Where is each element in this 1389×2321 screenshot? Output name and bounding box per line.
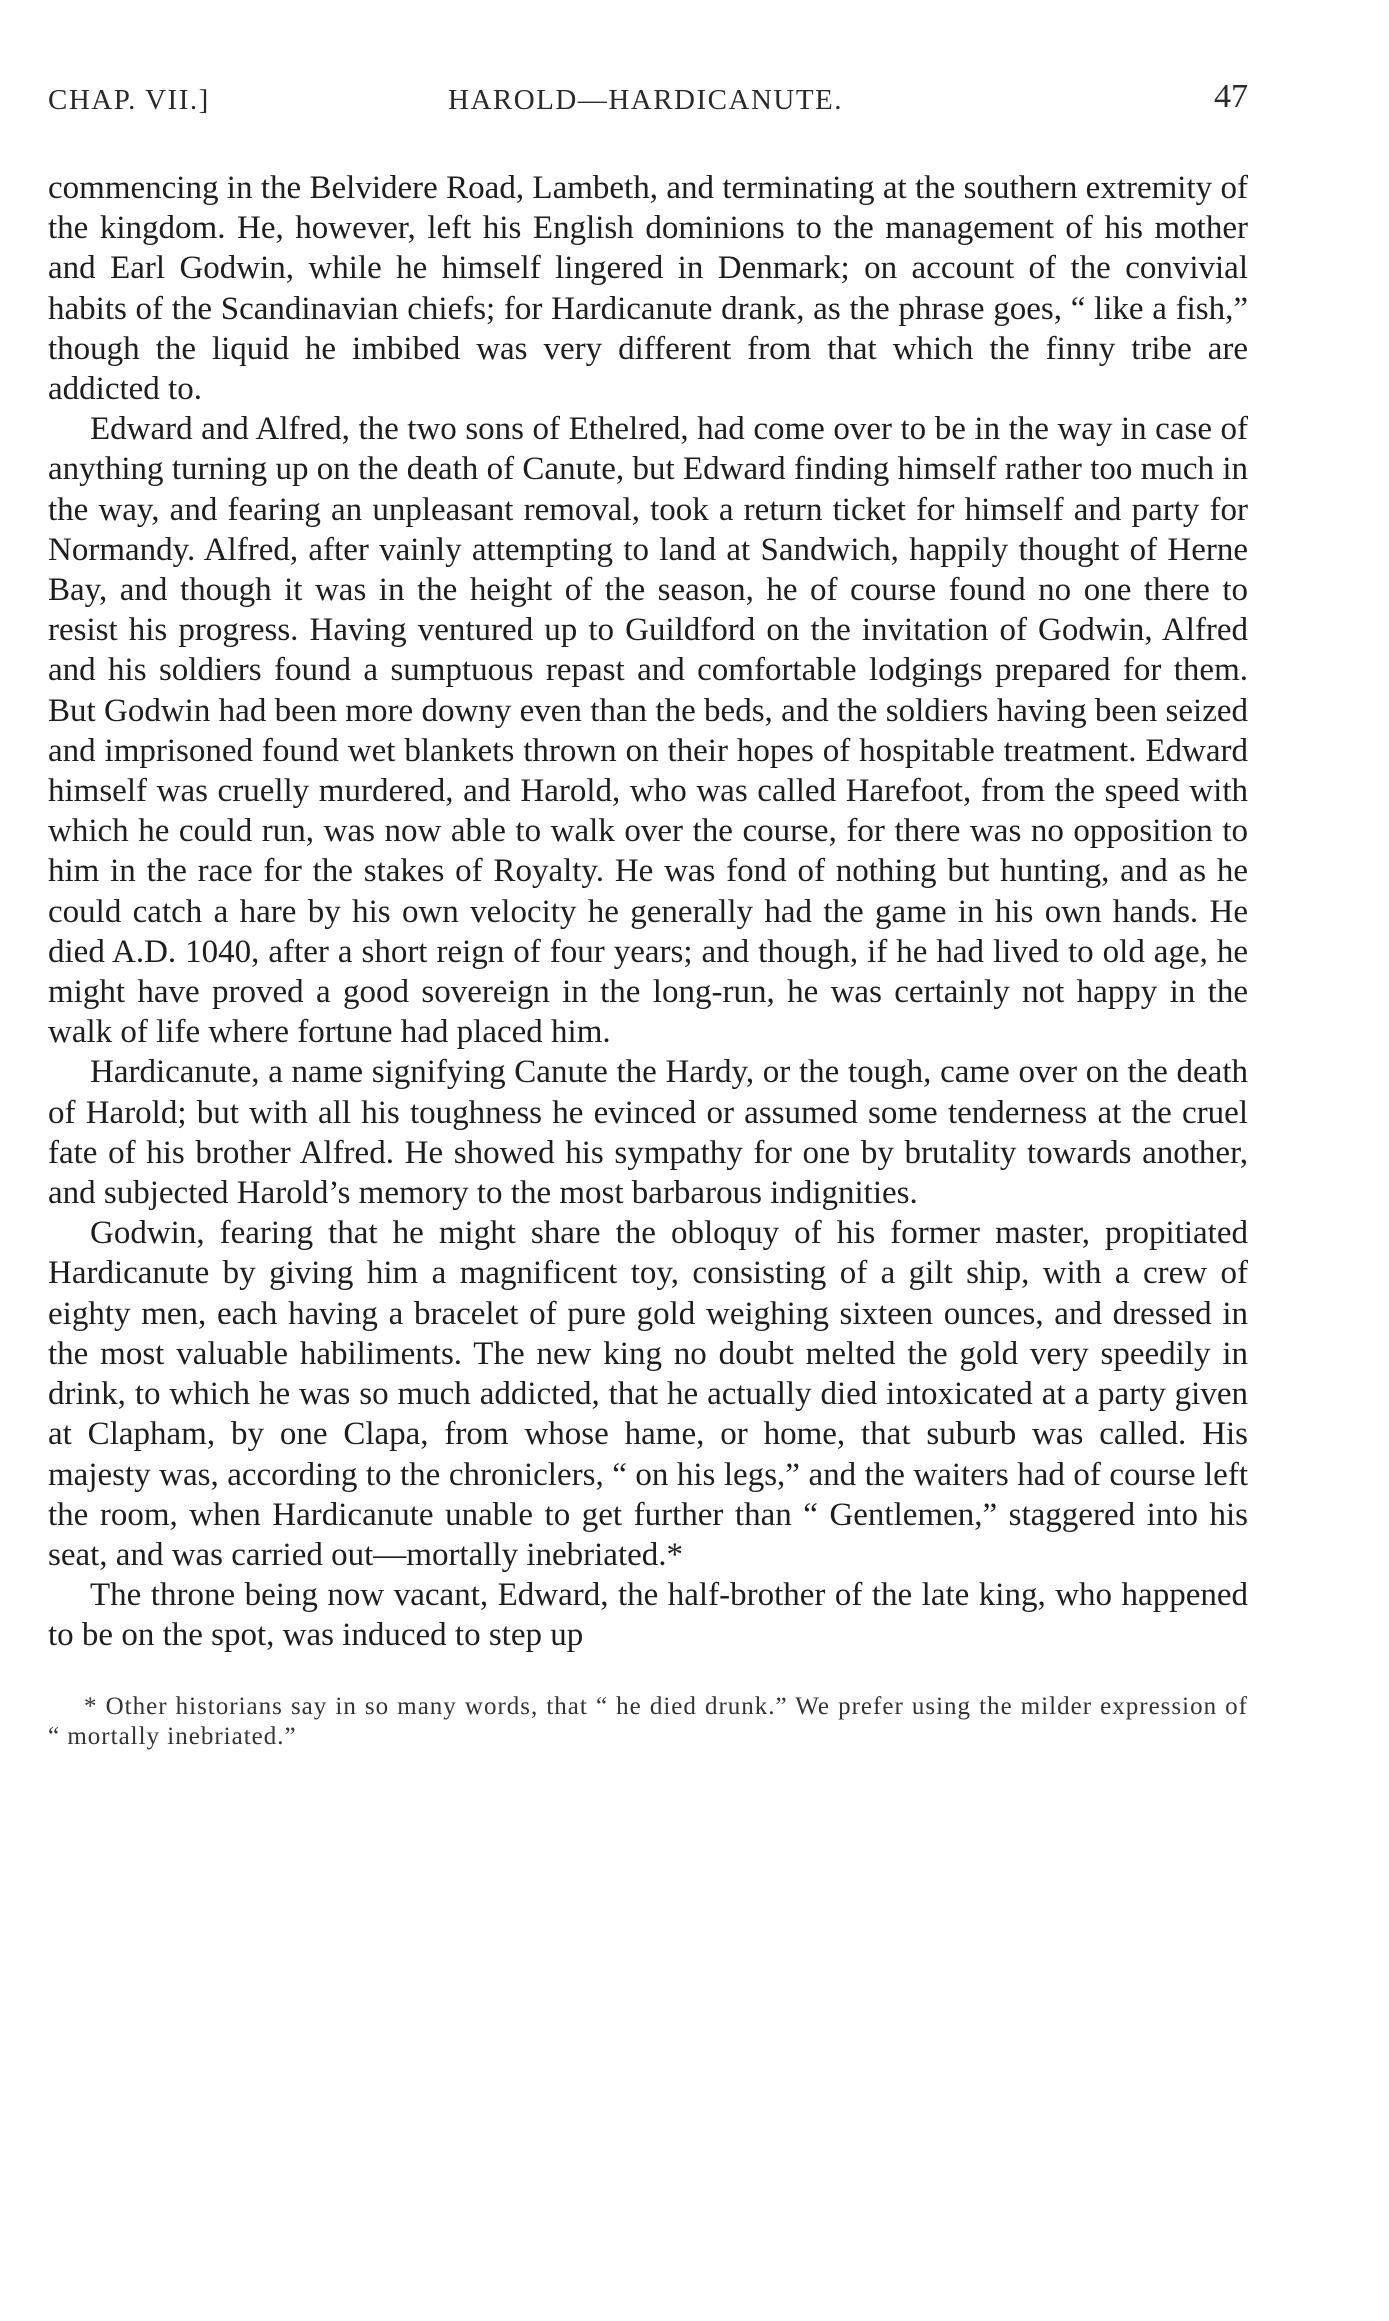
paragraph-2: Edward and Alfred, the two sons of Ethelred, had come over to be in the way in case of anything turning up on the death of Canute, but Edward finding himself rather too much in the way, and fearing an unpleasant removal, took a return ticket for himself and party for Normandy. Alfred, after vainly attempting to land at Sandwich, happily thought of Herne Bay, and though it was in the height of the season, he of course found no one there to resist his progress. Having ventured up to Guildford on the invitation of Godwin, Alfred and his soldiers found a sumptuous repast and comfortable lodgings prepared for them. But Godwin had been more downy even than the beds, and the soldiers having been seized and imprisoned found wet blankets thrown on their hopes of hospitable treatment. Edward himself was cruelly murdered, and Harold, who was called Harefoot, from the speed with which he could run, was now able to walk over the course, for there was no opposition to him in the race for the stakes of Royalty. He was fond of nothing but hunting, and as he could catch a hare by his own velocity he generally had the game in his own hands. He died A.D. 1040, after a short reign of four years; and though, if he had lived to old age, he might have proved a good sovereign in the long-run, he was certainly not happy in the walk of life where fortune had placed him.	[48, 411, 1248, 1051]
running-header	[48, 70, 1248, 126]
paragraph-1: commencing in the Belvidere Road, Lambeth, and terminating at the southern extremity of the kingdom. He, however, left his English dominions to the management of his mother and Earl Godwin, while he himself lingered in Denmark; on account of the convivial habits of the Scandinavian chiefs; for Hardicanute drank, as the phrase goes, “ like a fish,” though the liquid he imbibed was very different from that which the finny tribe are addicted to.	[48, 170, 1248, 408]
footnote	[48, 1692, 1248, 1752]
page-number: 47	[1214, 78, 1248, 115]
running-title: HAROLD—HARDICANUTE.	[448, 84, 844, 116]
paragraph-5: The throne being now vacant, Edward, the half-brother of the late king, who happened to be on the spot, was induced to step up	[48, 1577, 1248, 1654]
footnote-text: * Other historians say in so many words, that “ he died drunk.” We prefer using the milder expression of “ mortally inebriated.”	[48, 1692, 1248, 1750]
body-text	[48, 168, 1248, 1656]
paragraph-3: Hardicanute, a name signifying Canute the Hardy, or the tough, came over on the death of Harold; but with all his toughness he evinced or assumed some tenderness at the cruel fate of his brother Alfred. He showed his sympathy for one by brutality towards another, and subjected Harold’s memory to the most barbarous indignities.	[48, 1054, 1248, 1212]
paragraph-4: Godwin, fearing that he might share the obloquy of his former master, propitiated Hardicanute by giving him a magnificent toy, consisting of a gilt ship, with a crew of eighty men, each having a bracelet of pure gold weighing sixteen ounces, and dressed in the most valuable habiliments. The new king no doubt melted the gold very speedily in drink, to which he was so much addicted, that he actually died intoxicated at a party given at Clapham, by one Clapa, from whose hame, or home, that suburb was called. His majesty was, according to the chroniclers, “ on his legs,” and the waiters had of course left the room, when Hardicanute unable to get further than “ Gentlemen,” staggered into his seat, and was carried out—mortally inebriated.*	[48, 1215, 1248, 1573]
book-page	[48, 70, 1248, 1752]
chapter-label: CHAP. VII.]	[48, 84, 210, 116]
